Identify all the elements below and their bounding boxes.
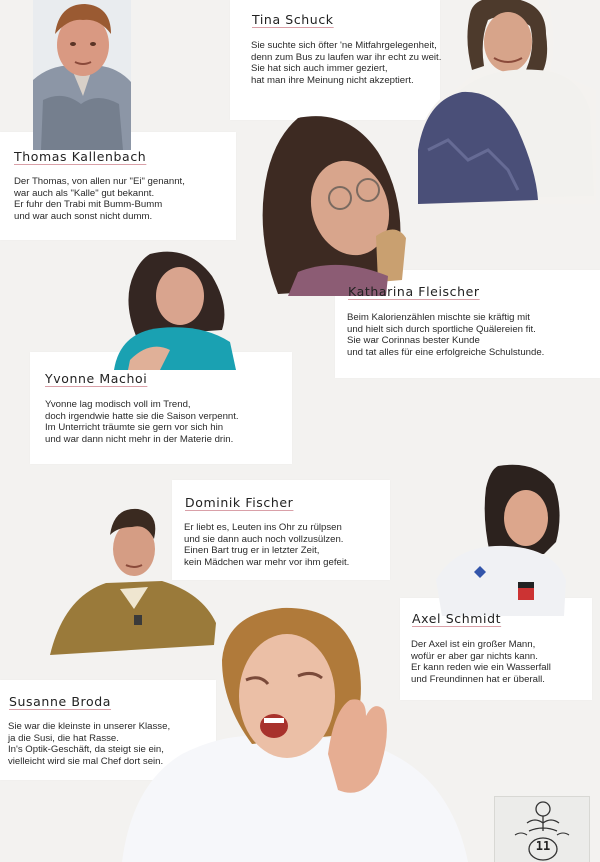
mascot-head	[536, 802, 550, 816]
name-tina-schuck: Tina Schuck	[252, 12, 334, 27]
verse-line: Der Thomas, von allen nur "Ei" genannt,	[14, 176, 185, 187]
verse-axel-schmidt	[411, 639, 551, 685]
verse-line: Sie hat sich auch immer geziert,	[251, 63, 388, 75]
name-susanne-broda: Susanne Broda	[9, 694, 112, 709]
name-yvonne-machoi: Yvonne Machoi	[45, 371, 148, 386]
verse-line: In's Optik-Geschäft, da steigt sie ein,	[8, 744, 164, 756]
verse-susanne-broda	[8, 721, 170, 767]
verse-line: Im Unterricht träumte sie gern vor sich hin	[45, 422, 224, 434]
verse-line: Er liebt es, Leuten ins Ohr zu rülpsen	[184, 522, 342, 533]
verse-line: wofür er aber gar nichts kann.	[411, 650, 538, 662]
photo-katharina-fleischer	[258, 112, 410, 296]
verse-line: Der Axel ist ein großer Mann,	[411, 639, 536, 650]
verse-line: Beim Kalorienzählen mischte sie kräftig mit	[347, 312, 530, 323]
verse-line: ja die Susi, die hat Rasse.	[8, 732, 119, 744]
name-dominik-fischer: Dominik Fischer	[185, 495, 294, 510]
verse-line: und Freundinnen hat er überall.	[411, 673, 545, 685]
photo-thomas-kallenbach	[33, 0, 131, 150]
verse-tina-schuck	[251, 40, 441, 86]
verse-line: hat man ihre Meinung nicht akzeptiert.	[251, 74, 414, 86]
verse-line: kein Mädchen war mehr vor ihm gefeit.	[184, 556, 350, 568]
verse-katharina-fleischer	[347, 312, 544, 358]
verse-line: vielleicht wird sie mal Chef dort sein.	[8, 755, 164, 767]
name-axel-schmidt: Axel Schmidt	[412, 611, 502, 626]
photo-axel-schmidt	[436, 462, 568, 616]
verse-line: Sie suchte sich öfter 'ne Mitfahrgelegenheit,	[251, 40, 437, 51]
page-number-doodle	[494, 796, 590, 862]
verse-thomas-kallenbach	[14, 176, 185, 222]
verse-line: Sie war die kleinste in unserer Klasse,	[8, 721, 171, 732]
verse-yvonne-machoi	[45, 399, 239, 445]
verse-line: doch irgendwie hatte sie die Saison verpennt.	[45, 410, 239, 422]
verse-dominik-fischer	[184, 522, 349, 568]
name-thomas-kallenbach: Thomas Kallenbach	[14, 149, 147, 164]
verse-line: und war dann nicht mehr in der Materie drin.	[45, 433, 234, 445]
page-number: 11	[535, 839, 551, 853]
verse-line: denn zum Bus zu laufen war ihr echt zu weit.	[251, 51, 442, 63]
verse-line: Er fuhr den Trabi mit Bumm-Bumm	[14, 199, 163, 211]
verse-line: war auch als "Kalle" gut bekannt.	[14, 187, 155, 199]
photo-tina-schuck	[418, 0, 596, 204]
verse-line: und hielt sich durch sportliche Quälereien fit.	[347, 323, 536, 335]
verse-line: Einen Bart trug er in letzter Zeit,	[184, 545, 320, 557]
name-katharina-fleischer: Katharina Fleischer	[348, 284, 480, 299]
verse-line: Er kann reden wie ein Wasserfall	[411, 662, 551, 674]
verse-line: und war auch sonst nicht dumm.	[14, 210, 153, 222]
verse-line: und sie dann auch noch vollzusülzen.	[184, 533, 344, 545]
verse-line: Yvonne lag modisch voll im Trend,	[45, 399, 191, 410]
verse-line: Sie war Corinnas bester Kunde	[347, 335, 480, 347]
verse-line: und tat alles für eine erfolgreiche Schulstunde.	[347, 346, 545, 358]
photo-yvonne-machoi	[110, 250, 236, 370]
